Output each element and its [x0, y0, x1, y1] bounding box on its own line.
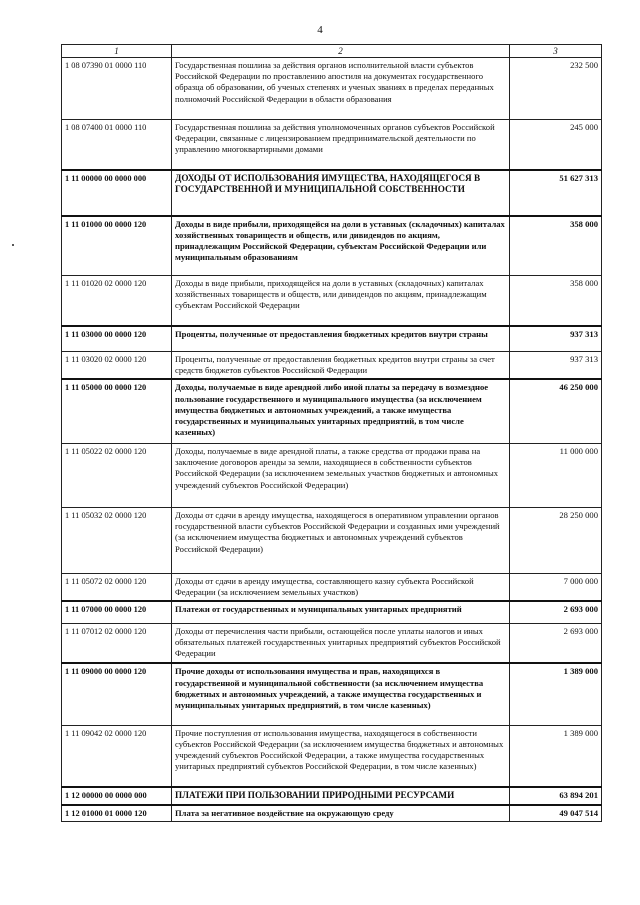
amount: 2 693 000 — [510, 601, 602, 623]
budget-code: 1 11 03020 02 0000 120 — [62, 352, 172, 380]
revenue-name: Государственная пошлина за действия уполномоченных органов субъектов Российской Федерации, связанные с лицензированием предпринимательской деятельности по управлению многоквартирными домами — [172, 120, 510, 170]
table-row — [62, 601, 602, 623]
table-row — [62, 725, 602, 787]
budget-code: 1 11 01020 02 0000 120 — [62, 276, 172, 326]
budget-code: 1 12 00000 00 0000 000 — [62, 787, 172, 804]
scan-speck — [12, 244, 14, 246]
table-row — [62, 58, 602, 120]
amount: 1 389 000 — [510, 663, 602, 725]
table-row — [62, 623, 602, 663]
revenue-name: Проценты, полученные от предоставления бюджетных кредитов внутри страны — [172, 326, 510, 352]
table-row — [62, 326, 602, 352]
revenue-name: Прочие поступления от использования имущества, находящегося в собственности субъектов Российской Федерации (за исключением имущества бюджетных и автономных учреждений субъектов Российской Федерации, а также имущества государственных унитарных предприятий субъектов Российской Федерации, в том числе казенных) — [172, 725, 510, 787]
revenue-name: Доходы, получаемые в виде арендной платы, а также средства от продажи права на заключение договоров аренды за земли, находящиеся в собственности субъектов Российской Федерации (за исключением земельных участков бюджетных и автономных учреждений субъектов Российской Федерации) — [172, 443, 510, 507]
revenue-name: ПЛАТЕЖИ ПРИ ПОЛЬЗОВАНИИ ПРИРОДНЫМИ РЕСУРСАМИ — [172, 787, 510, 804]
budget-code: 1 11 05032 02 0000 120 — [62, 507, 172, 573]
table-row — [62, 379, 602, 443]
budget-code: 1 11 03000 00 0000 120 — [62, 326, 172, 352]
revenue-name: Доходы в виде прибыли, приходящейся на доли в уставных (складочных) капиталах хозяйственных товариществ и обществ, или дивидендов по акциям, принадлежащим субъектам Российской Федерации — [172, 276, 510, 326]
amount: 51 627 313 — [510, 170, 602, 216]
revenue-name: Доходы от перечисления части прибыли, остающейся после уплаты налогов и иных обязательных платежей государственных унитарных предприятий субъектов Российской Федерации — [172, 623, 510, 663]
amount: 937 313 — [510, 326, 602, 352]
amount: 49 047 514 — [510, 805, 602, 822]
amount: 245 000 — [510, 120, 602, 170]
budget-code: 1 11 09000 00 0000 120 — [62, 663, 172, 725]
amount: 11 000 000 — [510, 443, 602, 507]
revenue-name: Доходы, получаемые в виде арендной либо иной платы за передачу в возмездное пользование государственного и муниципального имущества (за исключением имущества бюджетных и автономных учреждений, а также имущества государственных и муниципальных унитарных предприятий, в том числе казенных) — [172, 379, 510, 443]
header-col-2: 2 — [172, 45, 510, 58]
revenue-name: Платежи от государственных и муниципальных унитарных предприятий — [172, 601, 510, 623]
amount: 937 313 — [510, 352, 602, 380]
budget-code: 1 11 05072 02 0000 120 — [62, 573, 172, 601]
table-row — [62, 805, 602, 822]
table-row — [62, 276, 602, 326]
revenue-name: Доходы от сдачи в аренду имущества, составляющего казну субъекта Российской Федерации (за исключением земельных участков) — [172, 573, 510, 601]
budget-code: 1 11 07000 00 0000 120 — [62, 601, 172, 623]
table-row — [62, 573, 602, 601]
revenue-name: Прочие доходы от использования имущества и прав, находящихся в государственной и муниципальной собственности (за исключением имущества бюджетных и автономных учреждений, а также имущества государственных и муниципальных унитарных предприятий, в том числе казенных) — [172, 663, 510, 725]
budget-code: 1 11 05000 00 0000 120 — [62, 379, 172, 443]
budget-code: 1 08 07390 01 0000 110 — [62, 58, 172, 120]
header-col-1: 1 — [62, 45, 172, 58]
table-row — [62, 663, 602, 725]
amount: 232 500 — [510, 58, 602, 120]
revenue-name: Государственная пошлина за действия органов исполнительной власти субъектов Российской Федерации по проставлению апостиля на документах государственного образца об образовании, об ученых степенях и ученых званиях в пределах переданных полномочий Российской Федерации в области образования — [172, 58, 510, 120]
table-row — [62, 787, 602, 804]
page-number: 4 — [317, 24, 323, 36]
budget-code: 1 11 07012 02 0000 120 — [62, 623, 172, 663]
table-row — [62, 352, 602, 380]
table-row — [62, 443, 602, 507]
header-col-3: 3 — [510, 45, 602, 58]
table-row — [62, 216, 602, 276]
table-row — [62, 507, 602, 573]
budget-code: 1 11 09042 02 0000 120 — [62, 725, 172, 787]
amount: 358 000 — [510, 216, 602, 276]
table-row — [62, 170, 602, 216]
budget-code: 1 11 00000 00 0000 000 — [62, 170, 172, 216]
table-row — [62, 120, 602, 170]
revenue-table — [61, 44, 602, 822]
amount: 358 000 — [510, 276, 602, 326]
amount: 7 000 000 — [510, 573, 602, 601]
amount: 1 389 000 — [510, 725, 602, 787]
amount: 2 693 000 — [510, 623, 602, 663]
revenue-name: Доходы от сдачи в аренду имущества, находящегося в оперативном управлении органов государственной власти субъектов Российской Федерации и созданных ими учреждений (за исключением имущества бюджетных и автономных учреждений субъектов Российской Федерации) — [172, 507, 510, 573]
revenue-name: Проценты, полученные от предоставления бюджетных кредитов внутри страны за счет средств бюджетов субъектов Российской Федерации — [172, 352, 510, 380]
table-body — [62, 58, 602, 822]
budget-code: 1 11 05022 02 0000 120 — [62, 443, 172, 507]
amount: 46 250 000 — [510, 379, 602, 443]
revenue-name: Доходы в виде прибыли, приходящейся на доли в уставных (складочных) капиталах хозяйственных товариществ и обществ, или дивидендов по акциям, принадлежащим Российской Федерации, субъектам Российской Федерации или муниципальным образованиям — [172, 216, 510, 276]
amount: 28 250 000 — [510, 507, 602, 573]
revenue-name: Плата за негативное воздействие на окружающую среду — [172, 805, 510, 822]
amount: 63 894 201 — [510, 787, 602, 804]
budget-code: 1 08 07400 01 0000 110 — [62, 120, 172, 170]
budget-code: 1 11 01000 00 0000 120 — [62, 216, 172, 276]
budget-code: 1 12 01000 01 0000 120 — [62, 805, 172, 822]
revenue-name: ДОХОДЫ ОТ ИСПОЛЬЗОВАНИЯ ИМУЩЕСТВА, НАХОДЯЩЕГОСЯ В ГОСУДАРСТВЕННОЙ И МУНИЦИПАЛЬНОЙ СОБСТВЕННОСТИ — [172, 170, 510, 216]
table-header-row — [62, 45, 602, 58]
